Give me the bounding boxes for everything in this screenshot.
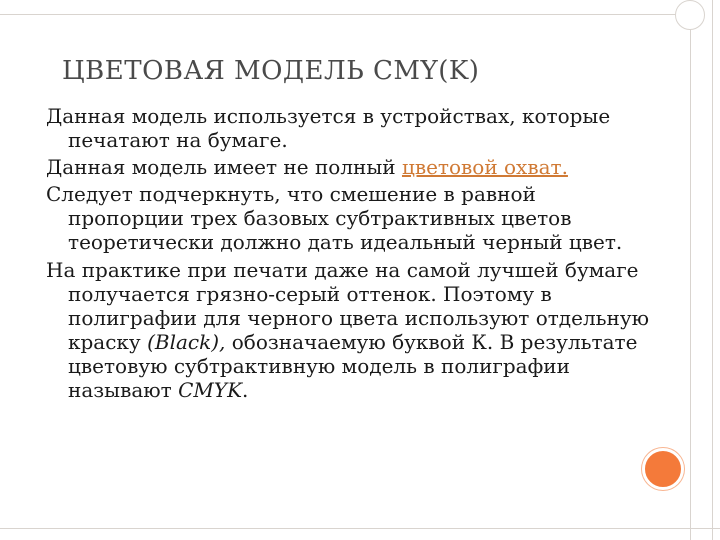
frame-line-right-outer xyxy=(712,0,713,540)
paragraph-practice-text-c: . xyxy=(242,378,249,402)
frame-line-bottom xyxy=(0,528,720,529)
slide-title: ЦВЕТОВАЯ МОДЕЛЬ CMY(K) xyxy=(62,56,480,86)
paragraph-practice-text-a: На практике при печати даже на самой лучшей бумаге получается грязно-серый оттенок. Поэтому в полиграфии для черного цвета используют отдельную краску xyxy=(46,258,650,354)
decorative-circle-top xyxy=(675,0,705,30)
frame-line-top xyxy=(0,14,690,15)
frame-line-right xyxy=(690,14,691,540)
paragraph-gamut xyxy=(46,155,658,179)
slide-body xyxy=(46,104,658,402)
paragraph-practice xyxy=(46,258,658,402)
paragraph-mixing xyxy=(46,182,658,254)
paragraph-devices-text: Данная модель используется в устройствах, которые печатают на бумаге. xyxy=(46,104,611,152)
color-gamut-link[interactable]: цветовой охват. xyxy=(401,155,568,179)
paragraph-gamut-text: Данная модель имеет не полный xyxy=(46,155,402,179)
paragraph-practice-text-b: обозначаемую буквой К. В результате цветовую субтрактивную модель в полиграфии называют xyxy=(68,330,638,402)
black-term: (Black), xyxy=(147,330,226,354)
decorative-circle-accent xyxy=(642,448,684,490)
paragraph-mixing-text: Следует подчеркнуть, что смешение в равной пропорции трех базовых субтрактивных цветов теоретически должно дать идеальный черный цвет. xyxy=(46,182,623,254)
paragraph-devices xyxy=(46,104,658,152)
cmyk-term: CMYK xyxy=(178,378,243,402)
